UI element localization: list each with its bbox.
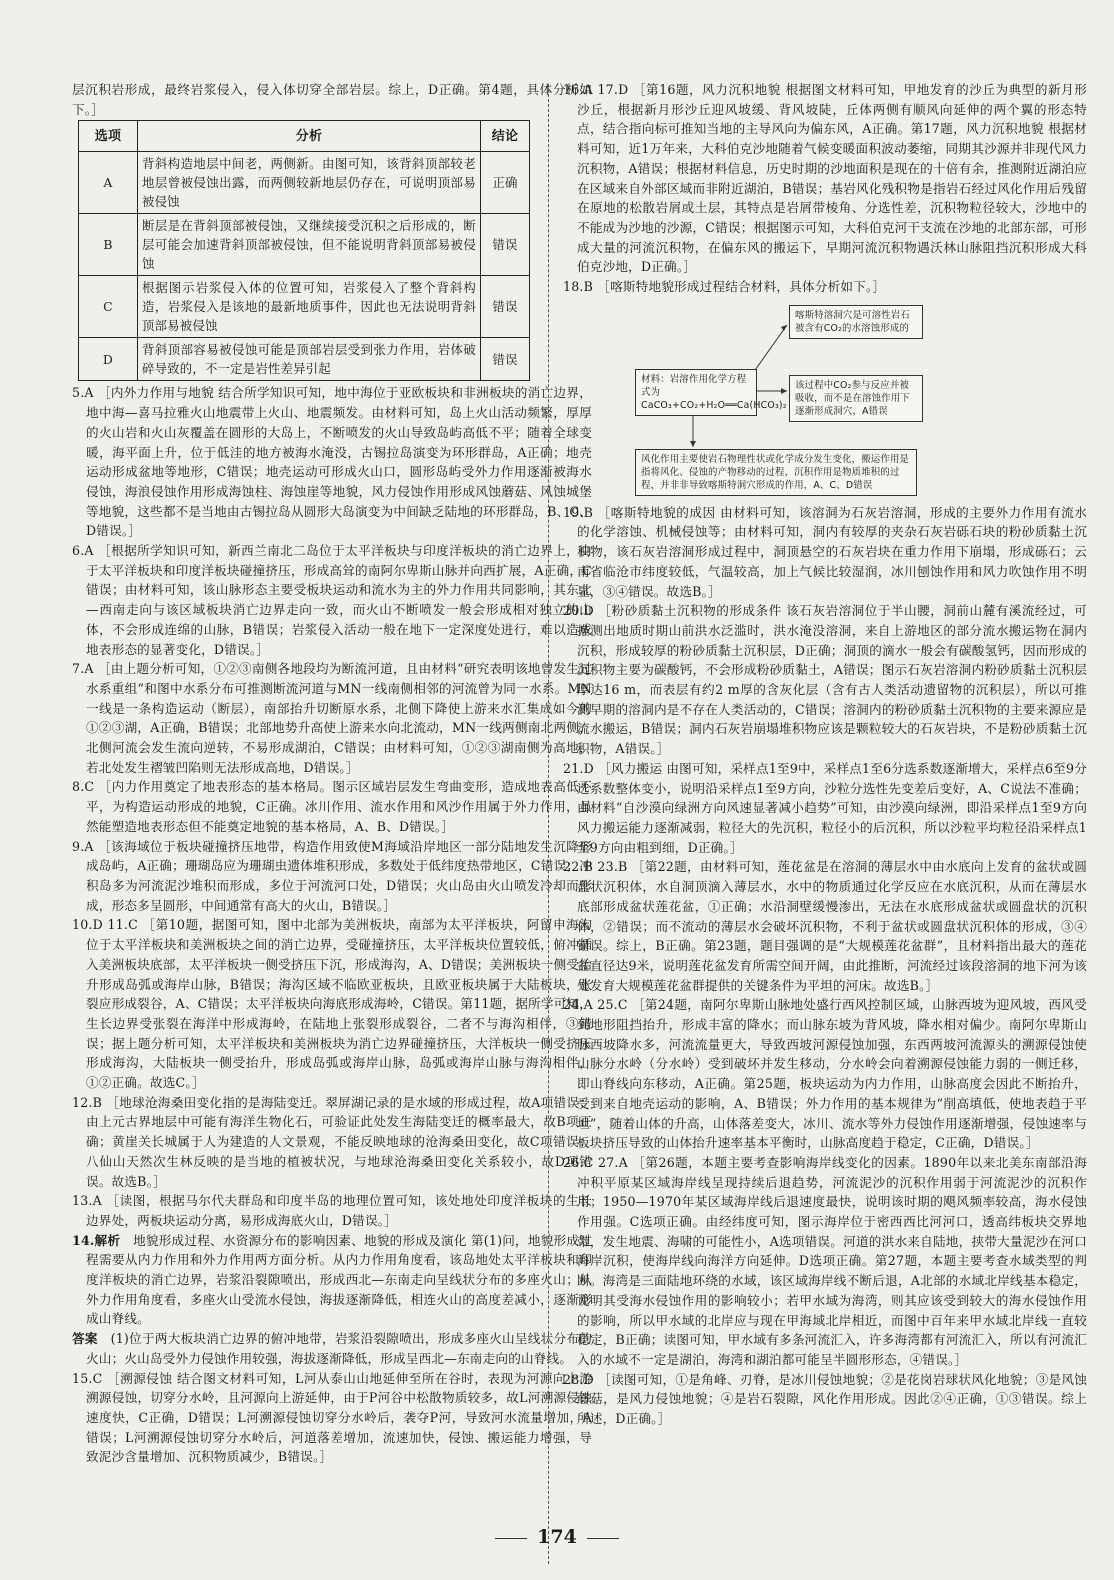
q14-answer: (1)位于两大板块消亡边界的俯冲地带，岩浆沿裂隙喷出，形成多座火山呈线状分布的火山；火山岛受外力侵蚀作用较强，海拔逐渐降低，形成呈西北—东南走向的山脊线。 xyxy=(86,1331,593,1366)
table-row xyxy=(79,338,530,381)
table-row xyxy=(79,152,530,214)
answer-item-8: 8.C ［内力作用奠定了地表形态的基本格局。图示区域岩层发生弯曲变形，造成地表高低不平，为构造运动形成的地貌，C正确。冰川作用、流水作用和风沙作用属于外力作用，虽然能塑造地表形态但不能奠定地貌的基本格局，A、B、D错误。］ xyxy=(72,779,592,834)
material-box: 材料：岩溶作用化学方程式为CaCO₃+CO₂+H₂O══Ca(HCO₃)₂ xyxy=(635,369,757,416)
answer-item-24-25: 24.A 25.C ［第24题，南阿尔卑斯山脉地处盛行西风控制区域，山脉西坡为迎风坡，西风受到地形阻挡抬升，形成丰富的降水；而山脉东坡为背风坡，降水相对偏少。南阿尔卑斯山脉西坡降水多，河流流量更大，导致西坡河源侵蚀加强，东西两坡河流源头的溯源侵蚀使山脉分水岭（分水岭）受到破坏并发生移动，分水岭会向着溯源侵蚀能力弱的一侧迁移，即山脊线向东移动，A正确。第25题，板块运动为内力作用，山脉高度会因此不断抬升，受到来自地壳运动的影响，A、B错误；外力作用的基本规律为“削高填低，使地表趋于平坦”，随着山体的升高，山体落差变大，冰川、流水等外力侵蚀作用逐渐增强，侵蚀速率与板块挤压导致的山体抬升速率基本平衡时，山脉高度趋于稳定，C正确，D错误。］ xyxy=(563,997,1087,1151)
answer-item-21: 21.D ［风力搬运 由图可知，采样点1至9中，采样点1至6分选系数逐渐增大，采样点6至9分选系数整体变小，说明沿采样点1至9方向，沙粒分选性先变差后变好，A、C说法不准确；由材料“自沙漠向绿洲方向风速显著减小趋势”可知，由沙漠向绿洲，即沿采样点1至9方向风力搬运能力逐渐减弱，粒径大的先沉积，粒径小的后沉积，所以沙粒平均粒径沿采样点1至9方向由粗到细，D正确。］ xyxy=(563,760,1087,855)
answer-item-9: 9.A ［该海域位于板块碰撞挤压地带，构造作用致使M海域沿岸地区一部分陆地发生沉降形成岛屿，A正确；珊瑚岛应为珊瑚虫遗体堆积形成，多数处于低纬度热带地区，C错误；冲积岛多为河流泥沙堆积而形成，多位于河流河口处，D错误；火山岛由火山喷发冷却而形成，形态多呈圆形，中间通常有高大的火山，B错误。］ xyxy=(72,838,592,913)
right-column xyxy=(563,80,1087,1429)
page-number xyxy=(0,1526,1114,1548)
answer-item-7: 7.A ［由上题分析可知，①②③南侧各地段均为断流河道，且由材料“研究表明该地曾发生过水系重组”和图中水系分布可推测断流河道与MN一线南侧相邻的河流曾为同一水系。MN一线是一条构造运动（断层），南部抬升切断原水系，北侧下降使上游来水汇集成如今的①②③湖，A正确，B错误；北部地势升高使上游来水向北流动，MN一线两侧南北两侧，北侧河流会发生流向逆转，不易形成湖泊，C错误；由材料可知，①②③湖南侧为高地，若北处发生褶皱凹陷则无法形成高地，D错误。］ xyxy=(72,661,592,775)
table-header-option: 选项 xyxy=(79,121,138,152)
page-number-text: 174 xyxy=(537,1526,577,1548)
answer-item-26-27: 26.C 27.A ［第26题，本题主要考查影响海岸线变化的因素。1890年以来北美东南部沿海冲积平原某区域海岸线呈现持续后退趋势，河流泥沙的沉积作用弱于河流泥沙的沉积作用；1950—1970年某区域海岸线后退速度最快，说明该时期的飓风频率较高，海水侵蚀作用强。C选项正确。由经纬度可知，图示海岸位于密西西比河河口，透高纬板块交界地带，发生地震、海啸的可能性小，A选项错误。河道的洪水来自陆地，挟带大量泥沙在河口海岸沉积，使海岸线向海洋方向延伸。D选项正确。第27题，本题主要考查水域类型的判断。海湾是三面陆地环绕的水域，该区域海岸线不断后退，A北部的水域北岸线基本稳定，说明其受海水侵蚀作用的影响较小；若甲水域为海湾，则其应该受到较大的海水侵蚀作用的影响，所以甲水域的北岸应与现在甲海域北岸相近，而图中百年来甲水域北岸线一直较稳定，B正确；读图可知，甲水域有多条河流汇入，许多海湾都有河流汇入，所以有河流汇入的水域不一定是湖泊，海湾和湖泊都可能呈半圆形形态，④错误。］ xyxy=(563,1154,1087,1367)
intro-text: 层沉积岩形成，最终岩浆侵入，侵入体切穿全部岩层。综上，D正确。第4题，具体分析如下。］ xyxy=(72,82,592,117)
table-cell-option: C xyxy=(79,276,138,338)
analysis-table xyxy=(78,120,530,381)
answer-item-28: 28.D ［读图可知，①是角峰、刃脊，是冰川侵蚀地貌；②是花岗岩球状风化地貌；③是风蚀蘑菇，是风力侵蚀地貌；④是岩石裂隙，风化作用形成。因此②④正确，①③错误。综上所述，D正确。］ xyxy=(563,1371,1087,1427)
answer-item-18: 18.B ［喀斯特地貌形成过程结合材料，具体分析如下。］ xyxy=(563,279,886,295)
page-number-dash-right xyxy=(587,1538,619,1539)
q14-parse: 地貌形成过程、水资源分布的影响因素、地貌的形成及演化 第(1)问，地貌形成过程需要从内力作用和外力作用两方面分析。从内力作用角度看，该岛地处太平洋板块和印度洋板块的消亡边界，岩浆沿裂隙喷出，形成西北—东南走向呈线状分布的多座火山；从外力作用角度看，多座火山受流水侵蚀，海拔逐渐降低，相连火山的高度差减小，逐渐形成山脊线。 xyxy=(86,1232,592,1327)
karst-cave-box: 喀斯特溶洞穴是可溶性岩石被含有CO₂的水溶蚀形成的 xyxy=(789,305,923,339)
table-cell-option: A xyxy=(79,152,138,214)
table-header-analysis: 分析 xyxy=(138,121,481,152)
table-cell-analysis: 背斜顶部容易被侵蚀可能是顶部岩层受到张力作用，岩体破碎导致的，不一定是岩性差异引起 xyxy=(138,338,481,381)
table-cell-option: B xyxy=(79,214,138,276)
table-cell-result: 错误 xyxy=(481,276,530,338)
arrowhead-bottom xyxy=(690,441,696,447)
answer-item-6: 6.A ［根据所学知识可知，新西兰南北二岛位于太平洋板块与印度洋板块的消亡边界上，由于太平洋板块和印度洋板块碰撞挤压，形成高耸的南阿尔卑斯山脉并向西扩展，A正确，C错误；由材料可知，该山脉形态主要受板块运动和流水为主的外力作用共同影响，其东北—西南走向与该区域板块消亡边界走向一致，而火山不断喷发一般会形成相对独立的山体，不会形成连绵的山脉，B错误；岩浆侵入活动一般在地下一定深度处进行，难以造成地表形态的显著变化，D错误。］ xyxy=(72,543,592,657)
answer-item-22-23: 22.B 23.B ［第22题，由材料可知，莲花盆是在溶洞的薄层水中由水底向上发育的盆状或圆盘状沉积体，水自洞顶滴入薄层水，水中的物质通过化学反应在水底沉积，从而在薄层水底部形成盆状莲花盆，①正确；水沿洞壁缓慢渗出，无法在水底形成盆状或圆盘状的沉积体，②错误；而不流动的薄层水会破坏沉积物，不利于盆状或圆盘状沉积体的形成，③④错误。综上，B正确。第23题，题目强调的是“大规模莲花盆群”，且材料指出最大的莲花盆直径达9米，说明莲花盆发育所需空间开阔，由此推断，河流经过该段溶洞的地下河为该处发育大规模莲花盆群提供的关键条件为平坦的河床。故选B。］ xyxy=(563,859,1087,993)
answer-item-16-17: 16.A 17.D ［第16题，风力沉积地貌 根据图文材料可知，甲地发育的沙丘为典型的新月形沙丘，根据新月形沙丘迎风坡缓、背风坡陡，丘体两侧有顺风向延伸的两个翼的形态特点，结合指向标可推知当地的主导风向为偏东风，A正确。第17题，风力沉积地貌 根据材料可知，近1万年来，大科伯克沙地随着气候变暖面积波动萎缩，同期其沙源并非现代风力沉积物，A错误；根据材料信息，历史时期的沙地面积是现在的十倍有余，推测附近湖泊应在区域来自外部区域而非附近湖泊，B错误；基岩风化残积物是指岩石经过风化作用后残留在原地的松散岩屑或土层，其特点是岩屑带棱角、分选性差，沉积物粒径较大，沙地中的不能成为沙地的沙源，C错误；根据图示可知，大科伯克河干支流在沙地的北部东部，可形成大量的河流沉积物，在偏东风的搬运下，早期河流沉积物遇沃林山脉阻挡沉积形成大科伯克沙地，D正确。］ xyxy=(563,82,1087,275)
weathering-box: 风化作用主要使岩石物理性状或化学成分发生变化，搬运作用是指将风化、侵蚀的产物移动的过程，沉积作用是物质堆积的过程，并非非导致喀斯特洞穴形成的作用，A、C、D错误 xyxy=(635,449,917,496)
table-row xyxy=(79,276,530,338)
table-header-result: 结论 xyxy=(481,121,530,152)
table-cell-result: 错误 xyxy=(481,338,530,381)
q14-answer-label: 答案 xyxy=(72,1331,98,1347)
table-cell-analysis: 背斜构造地层中间老，两侧新。由图可知，该背斜顶部较老地层曾被侵蚀出露，而两侧较新地层仍存在，可说明顶部易被侵蚀 xyxy=(138,152,481,214)
answer-item-19: 19.B ［喀斯特地貌的成因 由材料可知，该溶洞为石灰岩溶洞，形成的主要外力作用有流水的化学溶蚀、机械侵蚀等；由材料可知，洞内有较厚的夹杂石灰岩砾石块的粉砂质黏土沉积物，该石灰岩溶洞形成过程中，洞顶悬空的石灰岩块在重力作用下崩塌，形成砾石；云南省临沧市纬度较低，气温较高，加上气候比较湿润，冰川刨蚀作用和风力吹蚀作用不明显，③④错误。故选B。］ xyxy=(563,504,1087,599)
answer-item-10-11: 10.D 11.C ［第10题，据图可知，图中北部为美洲板块，南部为太平洋板块，阿留申海沟位于太平洋板块和美洲板块之间的消亡边界，受碰撞挤压，太平洋板块位置较低，俯冲插入美洲板块底部，太平洋板块一侧受挤压下沉，形成海沟，A、D错误；美洲板块一侧受抬升形成岛弧或海岸山脉，B错误；海沟区域不临欧亚板块，且欧亚板块属于大陆板块，张裂应形成裂谷，A、C错误；太平洋板块向海底形成海岭，C错误。第11题，据所学可知，生长边界受张裂在海洋中形成海岭，在陆地上张裂形成裂谷，二者不与海沟相伴，③错误；据上题分析可知，太平洋板块和美洲板块为消亡边界碰撞挤压，大洋板块一侧受挤压形成海沟，大陆板块一侧受抬升，形成岛弧或海岸山脉，岛弧或海岸山脉与海沟相伴，①②正确。故选C。］ xyxy=(72,917,592,1091)
answer-item-15: 15.C ［溯源侵蚀 结合图文材料可知，L河从泰山山地延伸至所在谷时，表现为河源向上游溯源侵蚀，切穿分水岭，且河源向上游延伸，由于P河谷中松散物质较多，故L河溯源侵蚀速度快，C正确，D错误；L河溯源侵蚀切穿分水岭后，袭夺P河，导致河水流量增加，A错误；L河溯源侵蚀切穿分水岭后，河道落差增加，流速加快，侵蚀、搬运能力增强，导致泥沙含量增加、沉积物质减少，B错误。］ xyxy=(72,1370,592,1465)
table-cell-analysis: 根据图示岩浆侵入体的位置可知，岩浆侵入了整个背斜构造，岩浆侵入是该地的最新地质事件，因此也无法说明背斜顶部易被侵蚀 xyxy=(138,276,481,338)
page-number-dash-left xyxy=(495,1538,527,1539)
arrowhead-mid xyxy=(781,388,787,394)
table-cell-result: 错误 xyxy=(481,214,530,276)
answer-item-5: 5.A ［内外力作用与地貌 结合所学知识可知，地中海位于亚欧板块和非洲板块的消亡边界，地中海—喜马拉雅火山地震带上火山、地震频发。由材料可知，岛上火山活动频繁，厚厚的火山岩和火山灰覆盖在圆形的大岛上，不断喷发的火山导致岛屿高低不平；随着全球变暖，海平面上升，位于低洼的地方被海水淹没，古锡拉岛演变为环形群岛，A正确；地壳运动形成盆地等地形，C错误；地壳运动可形成火山口，圆形岛屿受外力作用逐渐被海水侵蚀，海浪侵蚀作用形成海蚀柱、海蚀崖等地貌，风力侵蚀作用形成风蚀蘑菇、风蚀城堡等地貌，这些都不是当地由古锡拉岛从圆形大岛演变为中间缺乏陆地的环形群岛，B、C、D错误。］ xyxy=(72,385,592,539)
table-cell-analysis: 断层是在背斜顶部被侵蚀，又继续接受沉积之后形成的，断层可能会加速背斜顶部被侵蚀，但不能说明背斜顶部易被侵蚀 xyxy=(138,214,481,276)
q14-label: 14.解析 xyxy=(72,1232,121,1248)
table-cell-result: 正确 xyxy=(481,152,530,214)
karst-flow-diagram xyxy=(563,301,1087,497)
table-row xyxy=(79,214,530,276)
answer-item-13: 13.A ［读图，根据马尔代夫群岛和印度半岛的地理位置可知，该处地处印度洋板块的生长边界处，两板块运动分离，易形成海底火山，D错误。］ xyxy=(72,1193,592,1228)
table-header-row xyxy=(79,121,530,152)
answer-item-12: 12.B ［地球沧海桑田变化指的是海陆变迁。翠屏湖记录的是水域的形成过程，故A项错误；由上元古界地层中可能有海洋生物化石，可验证此处发生海陆变迁的概率最大，故B项正确；黄崖关长城属于人为建造的人文景观，不能反映地球的沧海桑田变化，故C项错误；八仙山天然次生林反映的是当地的植被状况，与地球沧海桑田变化关系较小，故D项错误。故选B。］ xyxy=(72,1094,592,1189)
answer-item-20: 20.D ［粉砂质黏土沉积物的形成条件 该石灰岩溶洞位于半山腰，洞前山麓有溪流经过，可推测出地质时期山前洪水泛滥时，洪水淹没溶洞，来自上游地区的部分流水搬运物在洞内沉积，形成较厚的粉砂质黏土沉积层，D正确；洞顶的滴水一般会有碳酸氢钙，因而形成的沉积物主要为碳酸钙，不会形成粉砂质黏土，A错误；图示石灰岩溶洞内粉砂质黏土沉积层厚达16 m，而表层有约2 m厚的含灰化层（含有古人类活动遗留物的沉积层），所以可推测早期的溶洞内是不存在人类活动的，C错误；溶洞内的粉砂质黏土沉积物的主要来源应是流水搬运，B错误；洞内石灰岩崩塌堆积物应该是颗粒较大的石灰岩块，不是粉砂质黏土沉积物，A错误。］ xyxy=(563,603,1087,757)
left-column xyxy=(72,80,592,1467)
arrowhead-top xyxy=(781,325,787,331)
table-cell-option: D xyxy=(79,338,138,381)
co2-process-box: 该过程中CO₂参与反应并被吸收，而不是在溶蚀作用下逐渐形成洞穴，A错误 xyxy=(789,375,923,422)
column-divider xyxy=(548,84,549,1564)
answer-item-14-answer xyxy=(72,1329,592,1368)
answer-item-14 xyxy=(72,1231,592,1330)
arrow-to-top xyxy=(753,325,787,373)
